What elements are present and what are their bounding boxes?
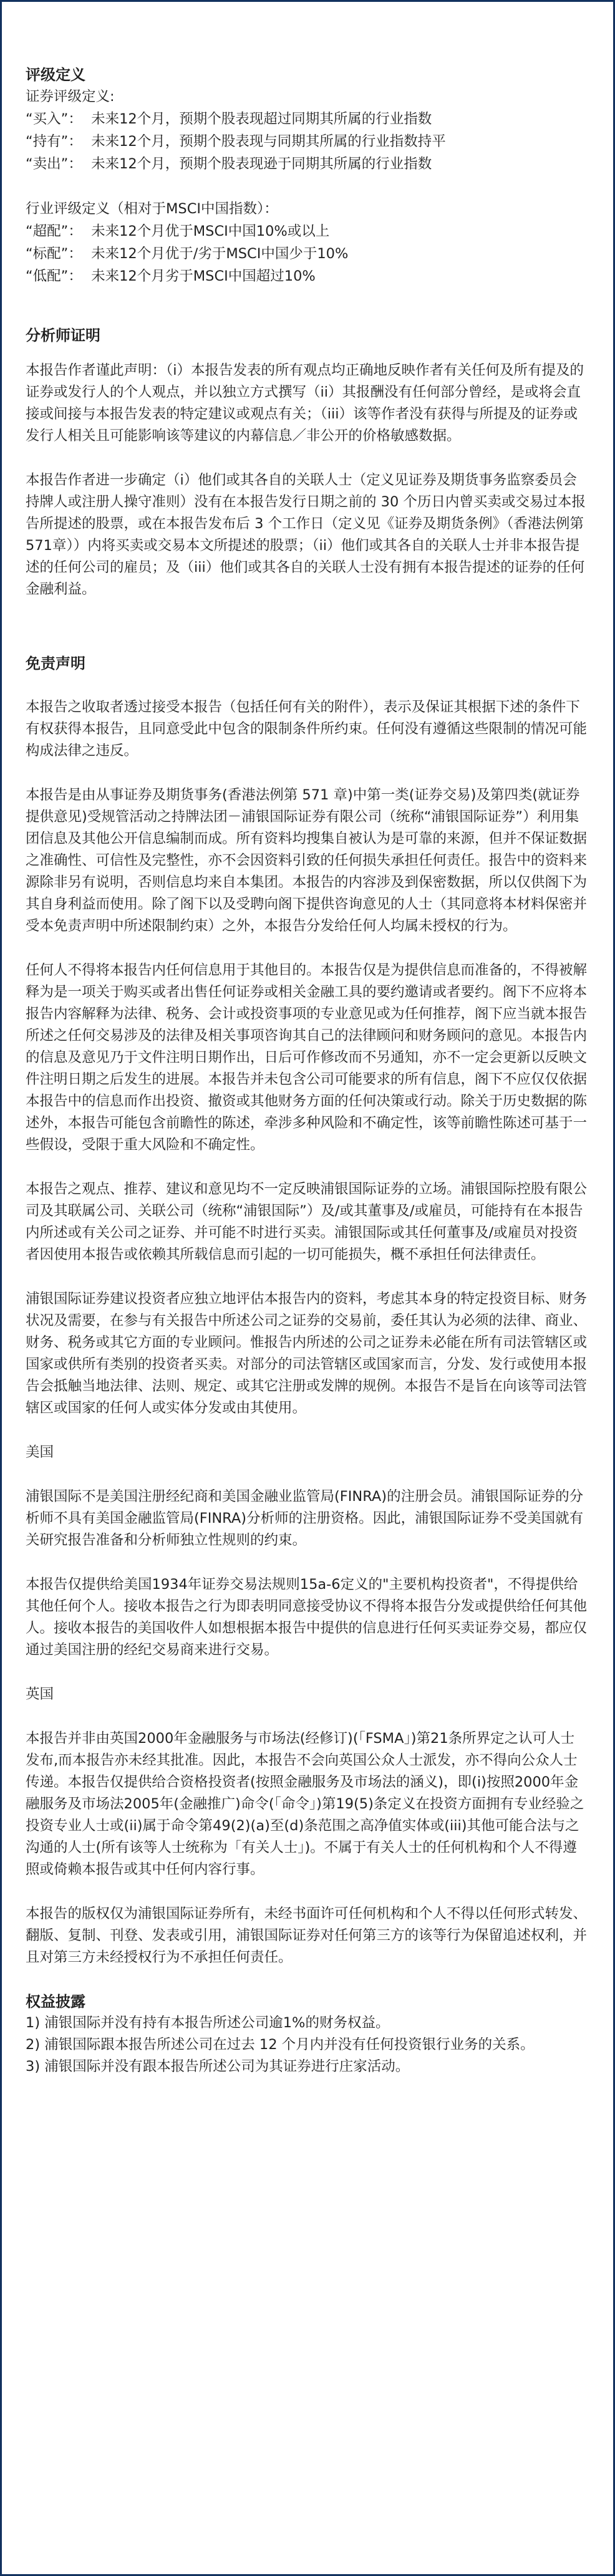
disclaimer-paragraph: 本报告并非由英国2000年金融服务与市场法(经修订)(「FSMA」)第21条所界定之认可人士发布,而本报告亦未经其批准。因此，本报告不会向英国公众人士派发，亦不得向公众人士传递。本报告仅提供给合资格投资者(按照金融服务及市场法的涵义)，即(i)按照2000年金融服务及市场法2005年(金融推广)命令(「命令」)第19(5)条定义在投资方面拥有专业经验之投资专业人士或(ii)属于命令第49(2)(a)至(d)条范围之高净值实体或(iii)其他可能合法与之沟通的人士(所有该等人士统称为「有关人士」)。不属于有关人士的任何机构和个人不得遵照或倚赖本报告或其中任何内容行事。 [26,1730,584,1878]
rating-hold-line: “持有”： 未来12个月，预期个股表现与同期其所属的行业指数持平 [26,133,446,150]
disclaimer-paragraph: 本报告是由从事证券及期货事务(香港法例第 571 章)中第一类(证券交易)及第四类(就证券提供意见)受规管活动之持牌法团－浦银国际证券有限公司（统称“浦银国际证券”）利用集团信息及其他公开信息编制而成。所有资料均搜集自被认为是可靠的来源，但并不保证数据之准确性、可信性及完整性，亦不会因资料引致的任何损失承担任何责任。报告中的资料来源除非另有说明，否则信息均来自本集团。本报告的内容涉及到保密数据，所以仅供阁下为其自身利益而使用。除了阁下以及受聘向阁下提供咨询意见的人士（其同意将本材料保密并受本免责声明中所述限制约束）之外，本报告分发给任何人均属未授权的行为。 [26,787,588,934]
rating-underweight-line: “低配”： 未来12个月劣于MSCI中国超过10% [26,268,316,284]
disclaimer-paragraph: 任何人不得将本报告内任何信息用于其他目的。本报告仅是为提供信息而准备的，不得被解释为是一项关于购买或者出售任何证券或相关金融工具的要约邀请或者要约。阁下不应将本报告内容解释为法律、税务、会计或投资事项的专业意见或为任何推荐，阁下应当就本报告所述之任何交易涉及的法律及相关事项咨询其自己的法律顾问和财务顾问的意见。本报告内的信息及意见乃于文件注明日期作出，日后可作修改而不另通知，亦不一定会更新以反映文件注明日期之后发生的进展。本报告并未包含公司可能要求的所有信息，阁下不应仅仅依据本报告中的信息而作出投资、撤资或其他财务方面的任何决策或行动。除关于历史数据的陈述外，本报告可能包含前瞻性的陈述，牵涉多种风险和不确定性，该等前瞻性陈述可基于一些假设，受限于重大风险和不确定性。 [26,962,588,1153]
disclaimer-paragraph: 浦银国际不是美国注册经纪商和美国金融业监管局(FINRA)的注册会员。浦银国际证券的分析师不具有美国金融监管局(FINRA)分析师的注册资格。因此，浦银国际证券不受美国就有关研究报告准备和分析师独立性规则的约束。 [26,1488,584,1548]
disclaimer-title: 免责声明 [26,655,85,672]
disclaimer-paragraph: 浦银国际证券建议投资者应独立地评估本报告内的资料，考虑其本身的特定投资目标、财务状况及需要，在参与有关报告中所述公司之证券的交易前，委任其认为必须的法律、商业、财务、税务或其它方面的专业顾问。惟报告内所述的公司之证券未必能在所有司法管辖区或国家或供所有类别的投资者买卖。对部分的司法管辖区或国家而言，分发、发行或使用本报告会抵触当地法律、法则、规定、或其它注册或发牌的规例。本报告不是旨在向该等司法管辖区或国家的任何人或实体分发或由其使用。 [26,1291,588,1416]
interest-disclosure-title: 权益披露 [26,1993,85,2010]
disclaimer-paragraph: 本报告之观点、推荐、建议和意见均不一定反映浦银国际证券的立场。浦银国际控股有限公司及其联属公司、关联公司（统称“浦银国际”）及/或其董事及/或雇员，可能持有在本报告内所述或有关公司之证券、并可能不时进行买卖。浦银国际或其任何董事及/或雇员对投资者因使用本报告或依赖其所载信息而引起的一切可能损失，概不承担任何法律责任。 [26,1181,588,1263]
analyst-certification-title: 分析师证明 [26,327,100,344]
region-heading-uk: 英国 [26,1686,54,1702]
rating-overweight-line: “超配”： 未来12个月优于MSCI中国10%或以上 [26,223,330,239]
rating-sell-line: “卖出”： 未来12个月，预期个股表现逊于同期其所属的行业指数 [26,156,432,172]
rating-definition-title: 评级定义 [26,66,85,84]
region-heading-us: 美国 [26,1444,54,1460]
disclaimer-paragraph: 本报告的版权仅为浦银国际证券所有，未经书面许可任何机构和个人不得以任何形式转发、翻版、复制、刊登、发表或引用，浦银国际证券对任何第三方的该等行为保留追述权利，并且对第三方未经授权行为不承担任何责任。 [26,1906,588,1966]
analyst-paragraph: 本报告作者谨此声明：（i）本报告发表的所有观点均正确地反映作者有关任何及所有提及的证券或发行人的个人观点，并以独立方式撰写（ii）其报酬没有任何部分曾经，是或将会直接或间接与本报告发表的特定建议或观点有关；（iii）该等作者没有获得与所提及的证券或发行人相关且可能影响该等建议的内幕信息／非公开的价格敏感数据。 [26,362,584,444]
rating-neutral-line: “标配”： 未来12个月优于/劣于MSCI中国少于10% [26,246,349,262]
interest-item: 3) 浦银国际并没有跟本报告所述公司为其证券进行庄家活动。 [26,2058,410,2075]
industry-rating-heading: 行业评级定义（相对于MSCI中国指数）： [26,201,278,217]
interest-item: 1) 浦银国际并没有持有本报告所述公司逾1%的财务权益。 [26,2015,390,2031]
disclaimer-paragraph: 本报告之收取者透过接受本报告（包括任何有关的附件），表示及保证其根据下述的条件下有权获得本报告，且同意受此中包含的限制条件所约束。任何没有遵循这些限制的情况可能构成法律之违反。 [26,699,588,759]
stock-rating-heading: 证券评级定义: [26,89,115,105]
interest-item: 2) 浦银国际跟本报告所述公司在过去 12 个月内并没有任何投资银行业务的关系。 [26,2037,535,2053]
rating-buy-line: “买入”： 未来12个月，预期个股表现超过同期其所属的行业指数 [26,111,432,127]
analyst-paragraph: 本报告作者进一步确定（i）他们或其各自的关联人士（定义见证券及期货事务监察委员会持牌人或注册人操守准则）没有在本报告发行日期之前的 30 个历日内曾买卖或交易过本报告所提述的股票，或在本报告发布后 3 个工作日（定义见《证券及期货条例》（香港法例第571章））内将买卖或交易本文所提述的股票；（ii）他们或其各自的关联人士并非本报告提述的任何公司的雇员；及（iii）他们或其各自的关联人士没有拥有本报告提述的证券的任何金融利益。 [26,472,586,597]
disclaimer-paragraph: 本报告仅提供给美国1934年证券交易法规则15a-6定义的"主要机构投资者"，不得提供给其他任何个人。接收本报告之行为即表明同意接受协议不得将本报告分发或提供给任何其他人。接收本报告的美国收件人如想根据本报告中提供的信息进行任何买卖证券交易，都应仅通过美国注册的经纪交易商来进行交易。 [26,1576,588,1658]
